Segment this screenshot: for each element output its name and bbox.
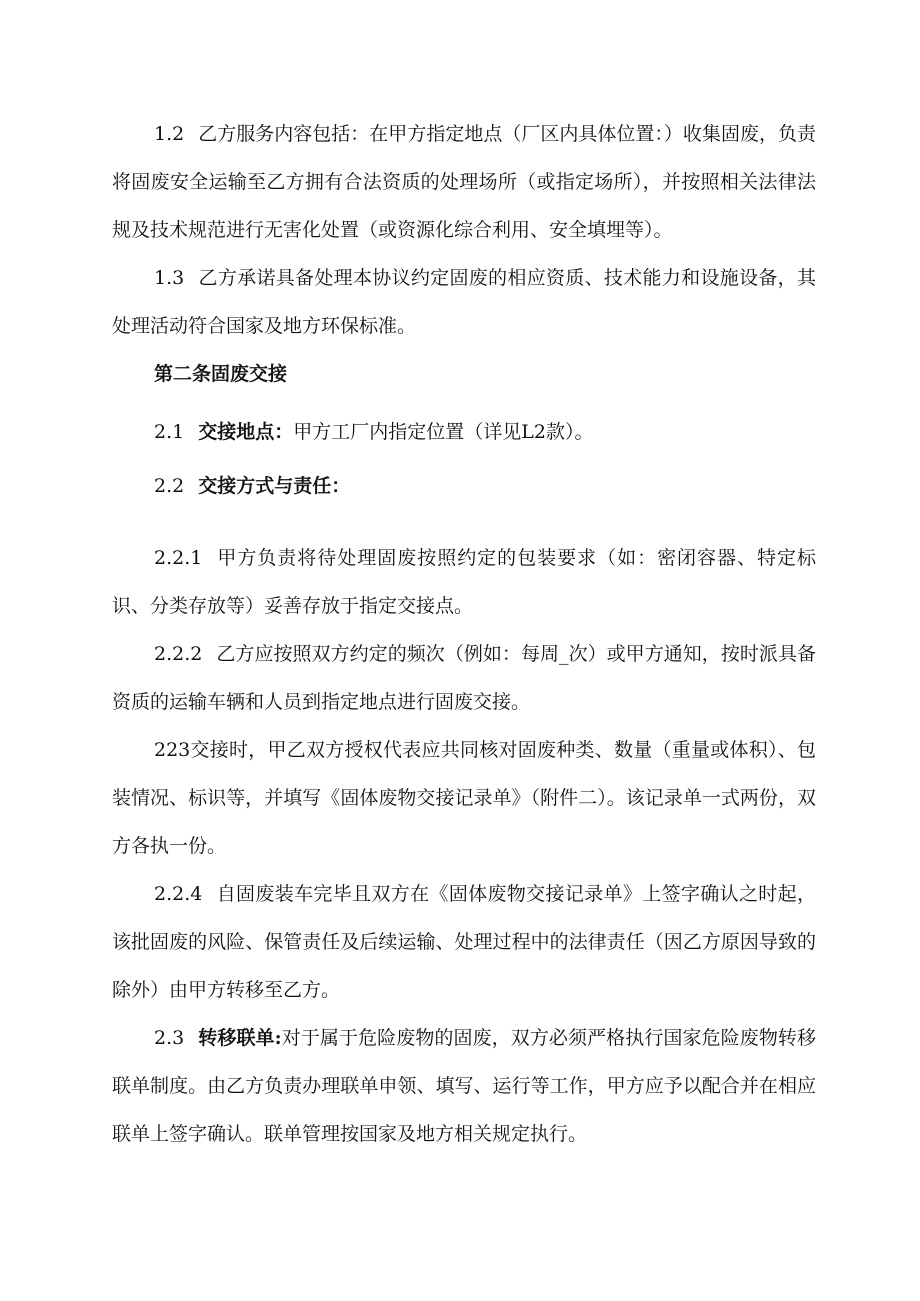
clause-number: 2.2	[154, 475, 185, 497]
clause-text: 乙方应按照双方约定的频次（例如：每周_次）或甲方通知，按时派具备资质的运输车辆和人员到指定地点进行固废交接。	[112, 643, 816, 713]
paragraph-2-2-3	[112, 726, 816, 870]
clause-label: 转移联单:	[198, 1027, 282, 1049]
clause-number: 2.2.1	[154, 547, 203, 569]
clause-number: 1.2	[154, 123, 185, 145]
clause-text: 223交接时，甲乙双方授权代表应共同核对固废种类、数量（重量或体积）、包装情况、标识等，并填写《固体废物交接记录单》（附件二）。该记录单一式两份，双方各执一份。	[112, 739, 816, 857]
section-2-heading: 第二条固废交接	[154, 363, 288, 385]
clause-text: 乙方承诺具备处理本协议约定固废的相应资质、技术能力和设施设备，其处理活动符合国家及地方环保标准。	[112, 267, 816, 337]
clause-number: 2.1	[154, 421, 185, 443]
clause-number: 2.3	[154, 1027, 185, 1049]
paragraph-1-3	[112, 254, 816, 350]
paragraph-2-1	[112, 408, 816, 456]
clause-text: 甲方工厂内指定位置（详见L2款）。	[293, 421, 594, 443]
clause-text: 自固废装车完毕且双方在《固体废物交接记录单》上签字确认之时起，该批固废的风险、保管责任及后续运输、处理过程中的法律责任（因乙方原因导致的除外）由甲方转移至乙方。	[112, 883, 816, 1001]
clause-number: 2.2.4	[154, 883, 203, 905]
paragraph-2-2-2	[112, 630, 816, 726]
clause-text: 甲方负责将待处理固废按照约定的包装要求（如：密闭容器、特定标识、分类存放等）妥善存放于指定交接点。	[112, 547, 816, 617]
paragraph-2-2-1	[112, 534, 816, 630]
paragraph-1-2	[112, 110, 816, 254]
clause-label: 交接地点：	[198, 421, 294, 443]
paragraph-2-3	[112, 1014, 816, 1158]
clause-number: 1.3	[154, 267, 185, 289]
clause-number: 2.2.2	[154, 643, 203, 665]
clause-text: 乙方服务内容包括：在甲方指定地点（厂区内具体位置：）收集固废，负责将固废安全运输至乙方拥有合法资质的处理场所（或指定场所），并按照相关法律法规及技术规范进行无害化处置（或资源化综合利用、安全填埋等）。	[112, 123, 816, 241]
paragraph-2-2-4	[112, 870, 816, 1014]
paragraph-2-2	[112, 462, 816, 510]
clause-text: 对于属于危险废物的固废，双方必须严格执行国家危险废物转移联单制度。由乙方负责办理联单申领、填写、运行等工作，甲方应予以配合并在相应联单上签字确认。联单管理按国家及地方相关规定执行。	[112, 1027, 816, 1145]
clause-label: 交接方式与责任：	[198, 475, 351, 497]
